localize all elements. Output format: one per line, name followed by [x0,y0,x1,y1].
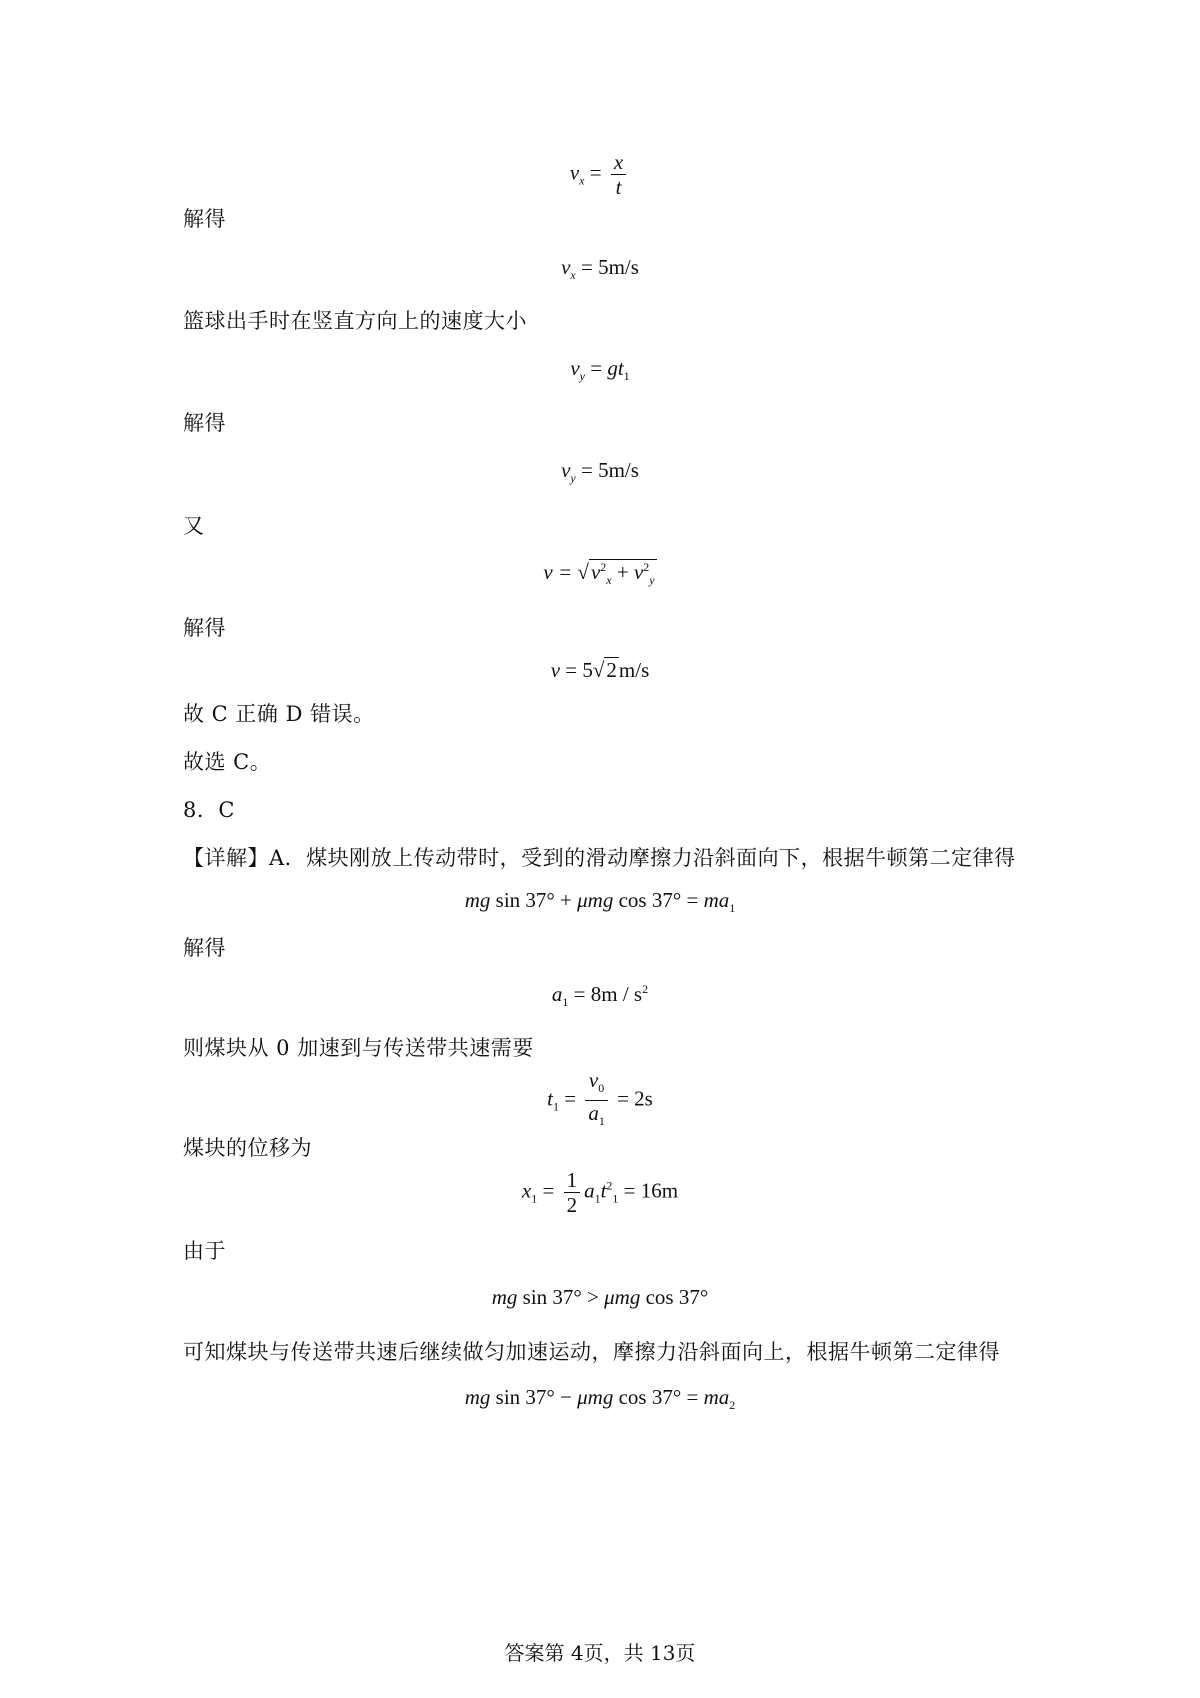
equation-v-magnitude: $v = √v^2_x + v^2_y$ [543,560,655,588]
fraction: $\frac{x}{t}$ [611,150,626,199]
equation-vx-definition: $v_x$ = $\frac{x}{t}$ [0,150,1200,199]
paragraph-text: 解得 [183,207,226,231]
fraction: $\frac{v_0}{a_1}$ [585,1068,608,1133]
paragraph-text: 篮球出手时在竖直方向上的速度大小 [183,309,527,333]
equation-vy-definition: $v_y = gt_1$ [570,356,630,384]
paragraph-text: 煤块的位移为 [183,1136,312,1160]
equation-t1: $t_1$ = $\frac{v_0}{a_1}$ = 2s [0,1068,1200,1133]
equation-newton-second-law-1: mg sin 37° + μmg $\cos 37^\circ = ma_1$ [464,888,736,916]
page-footer: 答案第 4页，共 13页 [504,1641,696,1665]
equation-inequality: mg sin 37° > μmg cos 37° [491,1285,709,1309]
paragraph-text: 则煤块从 0 加速到与传送带共速需要 [183,1036,534,1060]
equation-a1-result: $a_1 = 8m / s^2$ [551,982,649,1010]
paragraph-text: 由于 [183,1239,226,1263]
paragraph-text: 故 C 正确 D 错误。 [183,702,375,726]
paragraph-text: 可知煤块与传送带共速后继续做匀加速运动，摩擦力沿斜面向上，根据牛顿第二定律得 [183,1340,1000,1364]
equation-vx-result: $v_x = 5m/s$ [561,255,639,283]
equation-vy-result: $v_y = 5m/s$ [561,458,639,486]
square-root: $√v^2_x + v^2_y$ [577,560,655,588]
paragraph-text: 【详解】A．煤块刚放上传动带时，受到的滑动摩擦力沿斜面向下，根据牛顿第二定律得 [183,846,1016,870]
equation-newton-second-law-2: mg sin 37° − μmg $\cos 37^\circ = ma_2$ [464,1385,736,1413]
paragraph-text: 解得 [183,936,226,960]
fraction: $\frac{1}{2}$ [564,1168,581,1217]
equation-v-result: v = 5√2m/s [550,658,650,682]
paragraph-text: 故选 C。 [183,750,272,774]
paragraph-text: 解得 [183,616,226,640]
question-number: 8．C [183,798,235,822]
equation-x1: $x_1$ = $\frac{1}{2}$ $a_1t^2_1 = 16m$ [521,1168,679,1217]
paragraph-text: 解得 [183,411,226,435]
paragraph-text: 又 [183,514,205,538]
